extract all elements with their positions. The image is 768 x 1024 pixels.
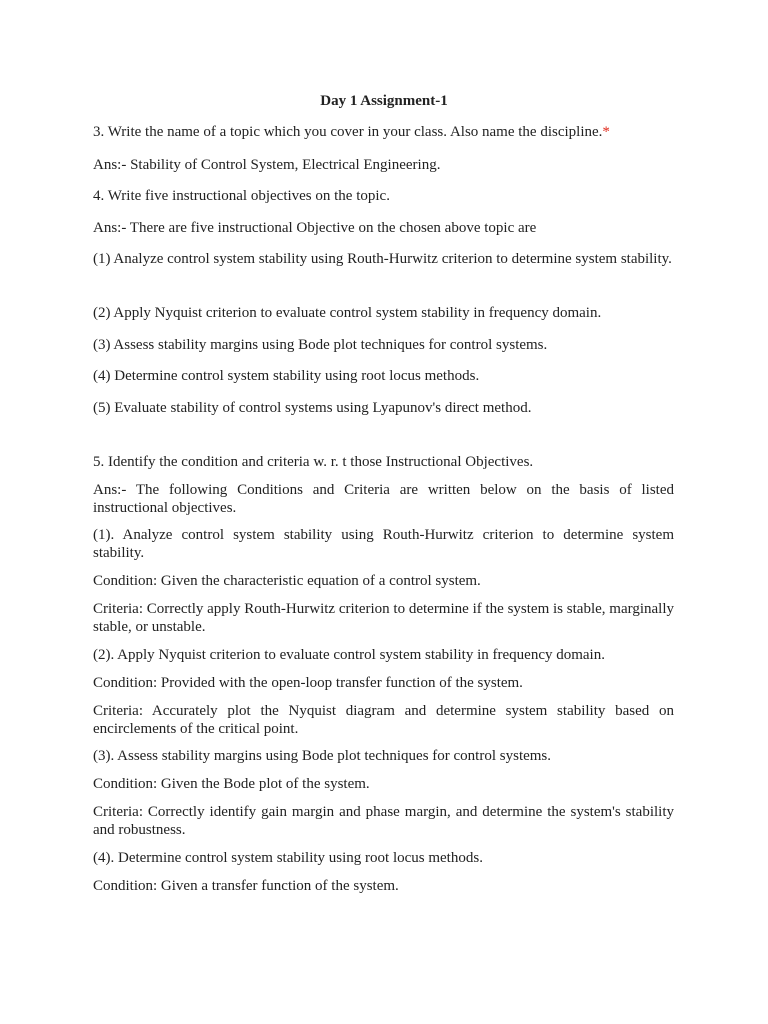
answer-5: Ans:- The following Conditions and Criteria are written below on the basis of listed instructional objectives. bbox=[93, 482, 674, 516]
condition-criteria-item: Condition: Given a transfer function of the system. bbox=[93, 878, 399, 894]
condition-criteria-item: (2). Apply Nyquist criterion to evaluate control system stability in frequency domain. bbox=[93, 647, 605, 663]
condition-criteria-item: Criteria: Correctly apply Routh-Hurwitz criterion to determine if the system is stable, marginally stable, or unstable. bbox=[93, 601, 674, 635]
required-mark: * bbox=[602, 124, 610, 140]
objective-2: (2) Apply Nyquist criterion to evaluate control system stability in frequency domain. bbox=[93, 305, 602, 321]
objective-5: (5) Evaluate stability of control systems using Lyapunov's direct method. bbox=[93, 400, 532, 416]
answer-4: Ans:- There are five instructional Objective on the chosen above topic are bbox=[93, 220, 537, 236]
objective-1: (1) Analyze control system stability using Routh-Hurwitz criterion to determine system stability. bbox=[93, 251, 672, 267]
condition-criteria-item: (4). Determine control system stability using root locus methods. bbox=[93, 850, 483, 866]
condition-criteria-item: Condition: Given the characteristic equation of a control system. bbox=[93, 573, 481, 589]
answer-3: Ans:- Stability of Control System, Electrical Engineering. bbox=[93, 157, 441, 173]
question-3 bbox=[93, 123, 674, 141]
question-4: 4. Write five instructional objectives on the topic. bbox=[93, 188, 390, 204]
condition-criteria-item: (1). Analyze control system stability using Routh-Hurwitz criterion to determine system stability. bbox=[93, 527, 674, 561]
objective-4: (4) Determine control system stability using root locus methods. bbox=[93, 368, 480, 384]
document-title: Day 1 Assignment-1 bbox=[320, 93, 448, 109]
condition-criteria-item: (3). Assess stability margins using Bode plot techniques for control systems. bbox=[93, 748, 552, 764]
condition-criteria-item: Condition: Given the Bode plot of the system. bbox=[93, 776, 370, 792]
question-3-text: 3. Write the name of a topic which you cover in your class. Also name the discipline. bbox=[93, 124, 603, 140]
question-5: 5. Identify the condition and criteria w. r. t those Instructional Objectives. bbox=[93, 454, 534, 470]
condition-criteria-item: Criteria: Correctly identify gain margin and phase margin, and determine the system's stability and robustness. bbox=[93, 804, 674, 838]
condition-criteria-item: Condition: Provided with the open-loop transfer function of the system. bbox=[93, 675, 523, 691]
objective-3: (3) Assess stability margins using Bode plot techniques for control systems. bbox=[93, 337, 548, 353]
condition-criteria-item: Criteria: Accurately plot the Nyquist diagram and determine system stability based on encirclements of the critical point. bbox=[93, 703, 674, 737]
